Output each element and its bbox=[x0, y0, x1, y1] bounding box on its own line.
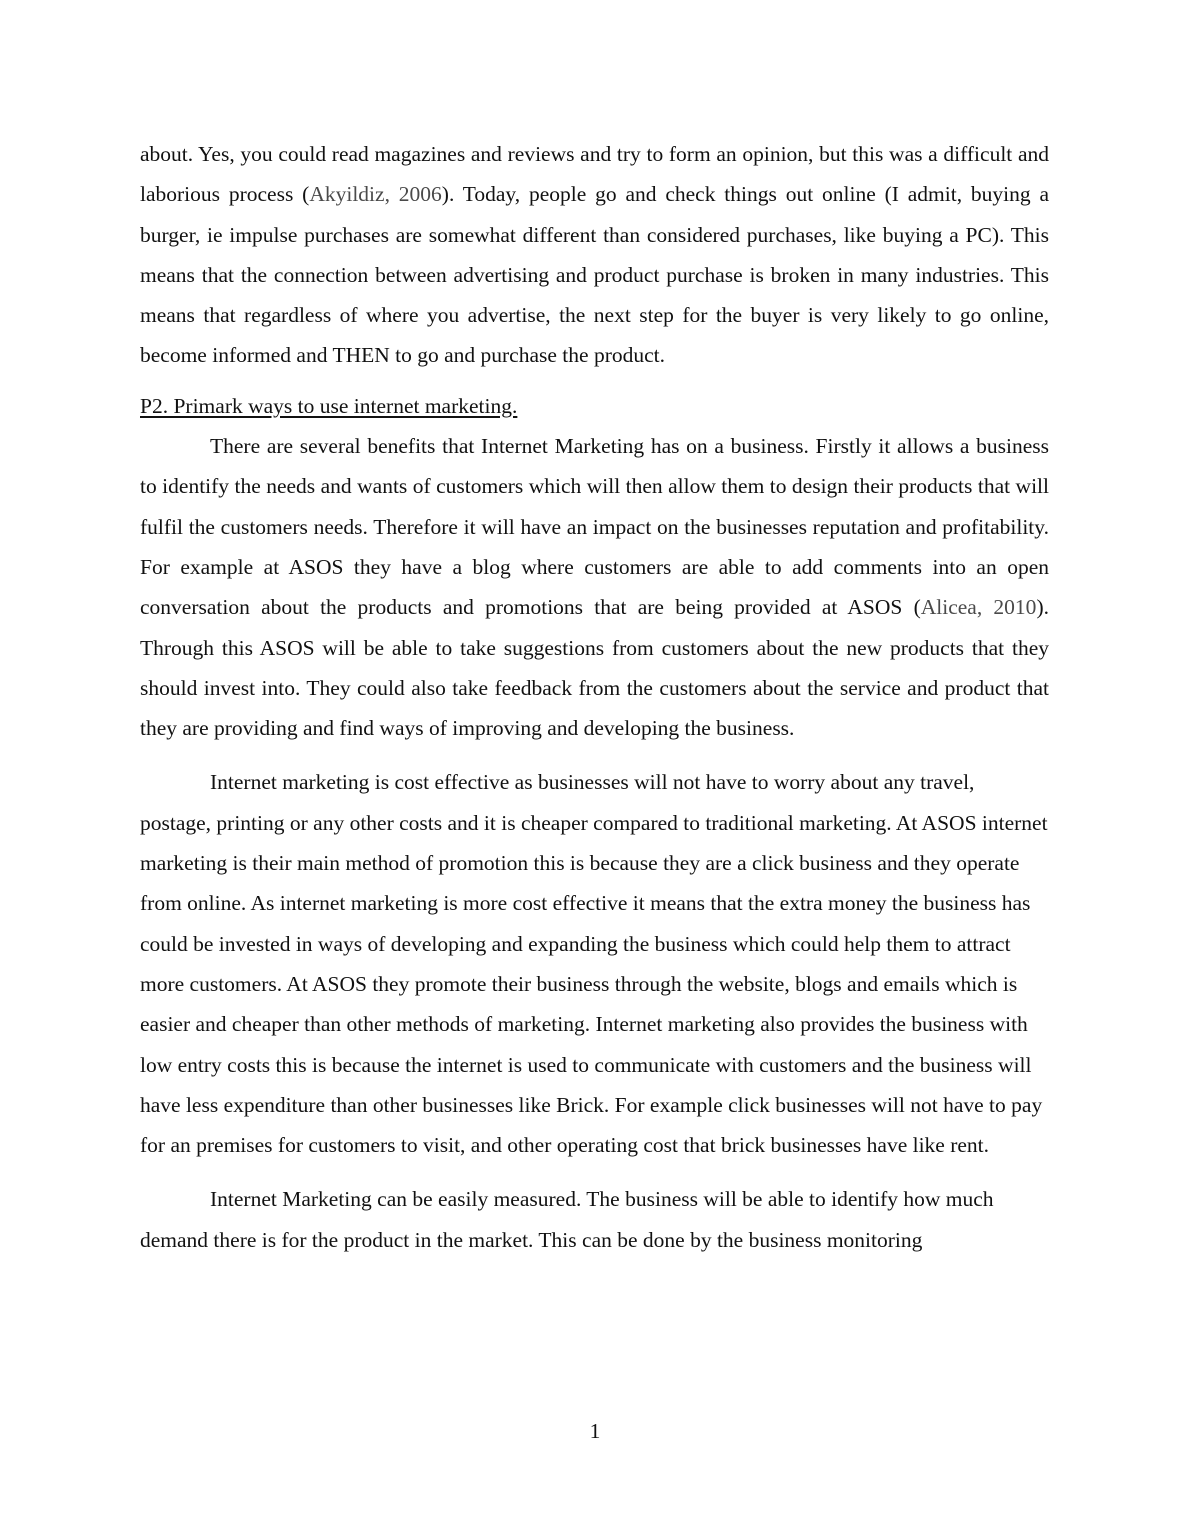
document-page bbox=[140, 134, 1049, 1260]
paragraph-text: ). Through this ASOS will be able to take suggestions from customers about the new products that they should invest into. They could also take feedback from the customers about the service and product that they are providing and find ways of improving and developing the business. bbox=[140, 595, 1049, 741]
spacer bbox=[140, 1165, 1049, 1179]
paragraph-cost-effective: Internet marketing is cost effective as businesses will not have to worry about any travel, postage, printing or any other costs and it is cheaper compared to traditional marketing. At ASOS internet marketing is their main method of promotion this is because they are a click business and they operate from online. As internet marketing is more cost effective it means that the extra money the business has could be invested in ways of developing and expanding the business which could help them to attract more customers. At ASOS they promote their business through the website, blogs and emails which is easier and cheaper than other methods of marketing. Internet marketing also provides the business with low entry costs this is because the internet is used to communicate with customers and the business will have less expenditure than other businesses like Brick. For example click businesses will not have to pay for an premises for customers to visit, and other operating cost that brick businesses have like rent. bbox=[140, 770, 1048, 1158]
paragraph-text: There are several benefits that Internet Marketing has on a business. Firstly it allows a business to identify the needs and wants of customers which will then allow them to design their products that will fulfil the customers needs. Therefore it will have an impact on the businesses reputation and profitability. For example at ASOS they have a blog where customers are able to add comments into an open conversation about the products and promotions that are being provided at ASOS ( bbox=[140, 434, 1049, 620]
citation-akyildiz: Akyildiz, 2006 bbox=[309, 182, 442, 207]
paragraph-text: about. Yes, you could read magazines and reviews and try to form an opinion, but this was a difficult and laborious process ( bbox=[140, 142, 1049, 207]
paragraph-intro-continuation bbox=[140, 134, 1049, 376]
page-number: 1 bbox=[589, 1419, 601, 1443]
spacer bbox=[140, 376, 1049, 386]
paragraph-measured: Internet Marketing can be easily measured. The business will be able to identify how much demand there is for the product in the market. This can be done by the business monitoring bbox=[140, 1187, 994, 1252]
citation-alicea: Alicea, 2010 bbox=[920, 595, 1037, 620]
section-heading: P2. Primark ways to use internet marketing. bbox=[140, 393, 518, 418]
paragraph-text: ). Today, people go and check things out online (I admit, buying a burger, ie impulse purchases are somewhat different than considered purchases, like buying a PC). This means that the connection between advertising and product purchase is broken in many industries. This means that regardless of where you advertise, the next step for the buyer is very likely to go online, become informed and THEN to go and purchase the product. bbox=[140, 182, 1049, 368]
spacer bbox=[140, 748, 1049, 762]
paragraph-benefits bbox=[140, 426, 1049, 748]
